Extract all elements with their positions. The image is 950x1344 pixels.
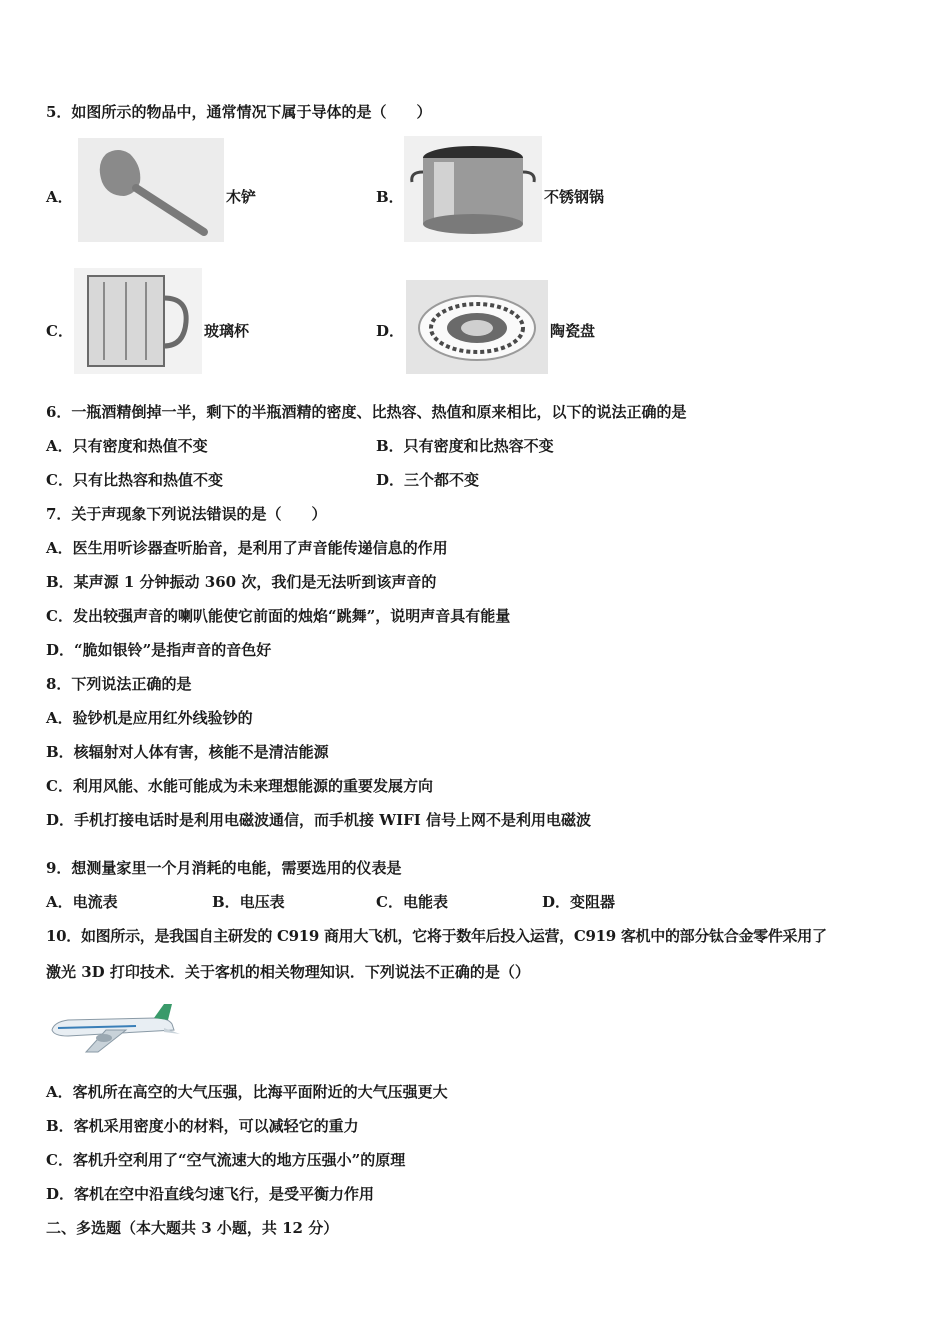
q8-option-d: D．手机打接电话时是利用电磁波通信，而手机接 WIFI 信号上网不是利用电磁波	[46, 811, 591, 829]
q10-option-b: B．客机采用密度小的材料，可以减轻它的重力	[46, 1117, 359, 1135]
q6-option-a: A．只有密度和热值不变	[46, 437, 208, 455]
q9-option-c: C．电能表	[376, 893, 448, 911]
q5-option-d-label: D．	[376, 322, 405, 340]
q7-option-b: B．某声源 1 分钟振动 360 次，我们是无法听到该声音的	[46, 573, 437, 591]
q7-stem: 7．关于声现象下列说法错误的是（ ）	[46, 505, 327, 523]
q7-option-c: C．发出较强声音的喇叭能使它前面的烛焰“跳舞”，说明声音具有能量	[46, 607, 511, 625]
glass-mug-image	[74, 268, 202, 374]
q9-option-a: A．电流表	[46, 893, 118, 911]
q9-option-d: D．变阻器	[542, 893, 616, 911]
q10-option-a: A．客机所在高空的大气压强，比海平面附近的大气压强更大	[46, 1083, 448, 1101]
q5-option-a-label: A．	[46, 188, 73, 206]
q10-stem-line2: 激光 3D 打印技术．关于客机的相关物理知识．下列说法不正确的是（）	[46, 963, 530, 981]
q5-option-b-caption: 不锈钢锅	[544, 188, 605, 206]
q9-stem: 9．想测量家里一个月消耗的电能，需要选用的仪表是	[46, 859, 402, 877]
section-2-heading: 二、多选题（本大题共 3 小题，共 12 分）	[46, 1219, 339, 1237]
q8-stem: 8．下列说法正确的是	[46, 675, 192, 693]
q5-option-c-caption: 玻璃杯	[204, 322, 250, 340]
q6-option-c: C．只有比热容和热值不变	[46, 471, 223, 489]
wooden-spatula-image	[78, 138, 224, 242]
q8-option-a: A．验钞机是应用红外线验钞的	[46, 709, 253, 727]
stainless-steel-pot-image	[404, 136, 542, 242]
q8-option-c: C．利用风能、水能可能成为未来理想能源的重要发展方向	[46, 777, 433, 795]
q5-option-c-label: C．	[46, 322, 73, 340]
q6-option-b: B．只有密度和比热容不变	[376, 437, 554, 455]
ceramic-plate-image	[406, 280, 548, 374]
q7-option-d: D．“脆如银铃”是指声音的音色好	[46, 641, 272, 659]
c919-airplane-image	[46, 1000, 182, 1058]
q9-option-b: B．电压表	[212, 893, 285, 911]
q10-option-c: C．客机升空利用了“空气流速大的地方压强小”的原理	[46, 1151, 406, 1169]
q10-stem-line1: 10．如图所示，是我国自主研发的 C919 商用大飞机，它将于数年后投入运营，C919 客机中的部分钛合金零件采用了	[46, 927, 827, 945]
q6-option-d: D．三个都不变	[376, 471, 480, 489]
q10-option-d: D．客机在空中沿直线匀速飞行，是受平衡力作用	[46, 1185, 375, 1203]
q5-option-b-label: B．	[376, 188, 404, 206]
q5-option-a-caption: 木铲	[226, 188, 257, 206]
q5-option-d-caption: 陶瓷盘	[550, 322, 596, 340]
q8-option-b: B．核辐射对人体有害，核能不是清洁能源	[46, 743, 329, 761]
q5-stem: 5．如图所示的物品中，通常情况下属于导体的是（ ）	[46, 103, 432, 121]
q6-stem: 6．一瓶酒精倒掉一半，剩下的半瓶酒精的密度、比热容、热值和原来相比，以下的说法正确的是	[46, 403, 687, 421]
q7-option-a: A．医生用听诊器查听胎音，是利用了声音能传递信息的作用	[46, 539, 448, 557]
